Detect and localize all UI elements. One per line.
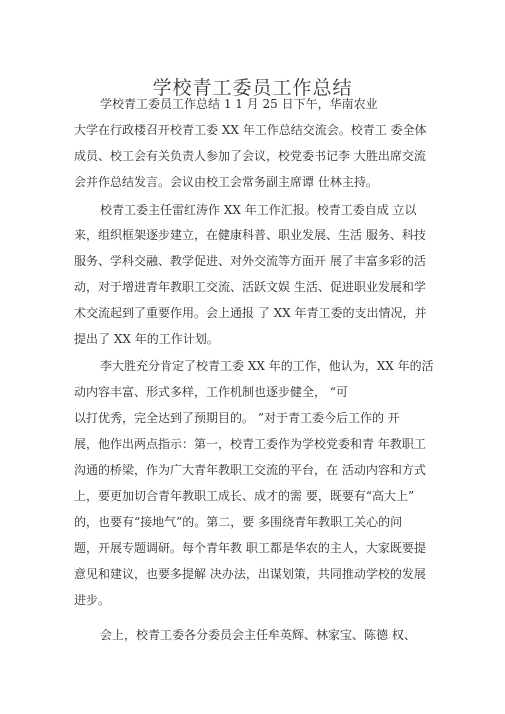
- text-line: 上，要更加切合青年教职工成长、成才的需 要，既要有“高大上”: [74, 489, 415, 503]
- text-line: 进步。: [74, 593, 111, 607]
- text-line: 大学在行政楼召开校青工委 XX 年工作总结交流会。校青工 委全体: [74, 123, 427, 137]
- text-line: 成员、校工会有关负责人参加了会议，校党委书记李 大胜出席交流: [74, 149, 426, 163]
- text-line: 沟通的桥梁，作为广大青年教职工交流的平台，在 活动内容和方式: [74, 463, 426, 477]
- text-line: 动，对于增进青年教职工交流、活跃文娱 生活、促进职业发展和学: [74, 280, 426, 294]
- text-line: 动内容丰富、形式多样，工作机制也逐步健全， “可: [74, 385, 348, 399]
- text-line: 的，也要有“接地气”的。第二，要 多围绕青年教职工关心的问: [74, 515, 403, 529]
- text-line: 服务、学科交融、教学促进、对外交流等方面开 展了丰富多彩的活: [74, 254, 426, 268]
- text-line: 李大胜充分肯定了校青工委 XX 年的工作，他认为，XX 年的活: [100, 359, 434, 373]
- text-line: 会并作总结发言。会议由校工会常务副主席谭 仕林主持。: [74, 175, 378, 189]
- text-line: 术交流起到了重要作用。会上通报 了 XX 年青工委的支出情况，并: [74, 306, 427, 320]
- text-line: 学校青工委员工作总结 1 1 月 25 日下午，华南农业: [100, 97, 378, 111]
- document-title: 学校青工委员工作总结: [152, 76, 353, 99]
- text-line: 来，组织框架逐步建立，在健康科普、职业发展、生活 服务、科技: [74, 228, 426, 242]
- text-line: 以打优秀，完全达到了预期目的。 ”对于青工委今后工作的 开: [74, 411, 400, 425]
- text-line: 提出了 XX 年的工作计划。: [74, 332, 219, 346]
- text-line: 意见和建议，也要多提解 决办法，出谋划策，共同推动学校的发展: [74, 567, 426, 581]
- text-line: 会上，校青工委各分委员会主任牟英辉、林家宝、陈德 权、: [100, 628, 416, 642]
- text-line: 题，开展专题调研。每个青年教 职工都是华农的主人，大家既要提: [74, 541, 426, 555]
- text-line: 校青工委主任雷红涛作 XX 年工作汇报。校青工委自成 立以: [100, 203, 417, 217]
- text-line: 展，他作出两点指示：第一，校青工委作为学校党委和青 年教职工: [74, 437, 426, 451]
